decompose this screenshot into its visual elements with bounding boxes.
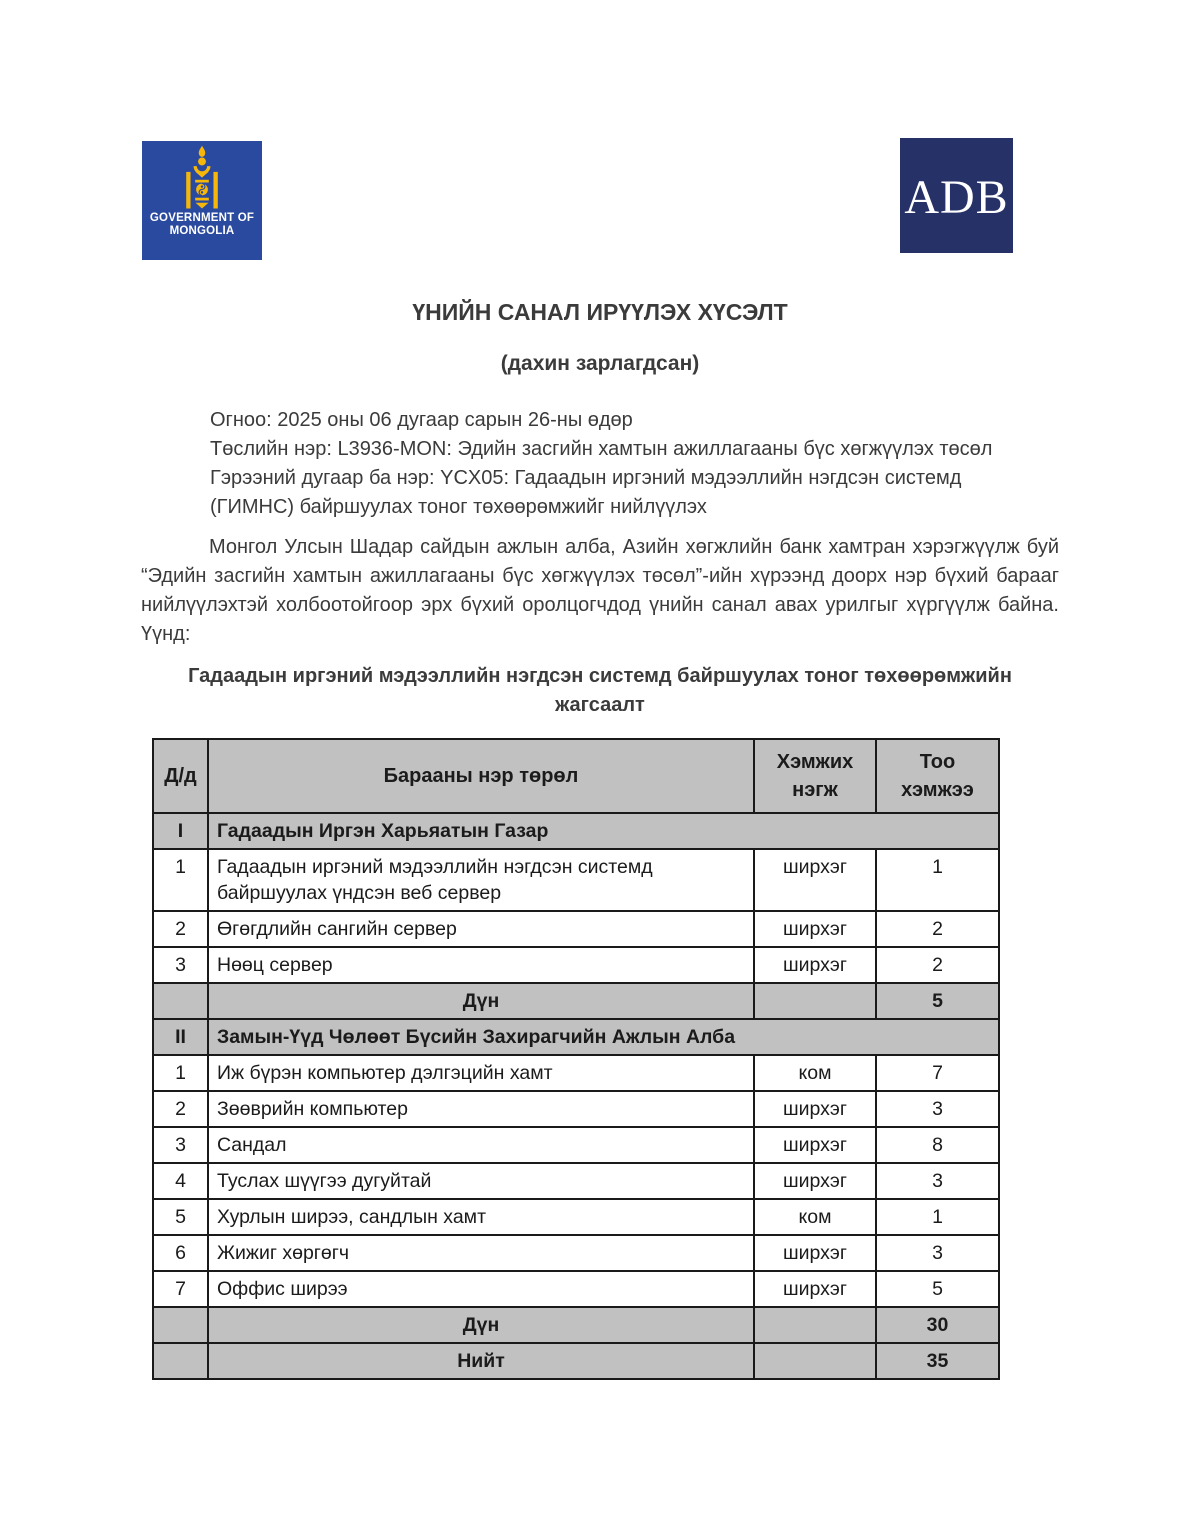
section-number-cell: I <box>153 813 208 849</box>
item-row <box>153 947 999 983</box>
government-logo-caption <box>150 212 254 238</box>
item-row <box>153 1235 999 1271</box>
item-row <box>153 849 999 911</box>
adb-logo-text: ADB <box>904 171 1009 224</box>
summary-label-cell: Нийт <box>208 1343 754 1379</box>
item-row <box>153 1091 999 1127</box>
item-number-cell: 1 <box>153 849 208 911</box>
column-header-index: Д/д <box>153 739 208 813</box>
soyombo-icon <box>171 145 233 211</box>
item-number-cell: 2 <box>153 1091 208 1127</box>
item-name-cell: Туслах шүүгээ дугуйтай <box>208 1163 754 1199</box>
item-row <box>153 1055 999 1091</box>
section-number-cell: II <box>153 1019 208 1055</box>
item-quantity-cell: 2 <box>876 911 999 947</box>
total-row <box>153 1343 999 1379</box>
item-number-cell: 3 <box>153 947 208 983</box>
column-header-quantity: Тоо хэмжээ <box>876 739 999 813</box>
item-quantity-cell: 2 <box>876 947 999 983</box>
item-quantity-cell: 3 <box>876 1163 999 1199</box>
item-quantity-cell: 7 <box>876 1055 999 1091</box>
item-unit-cell: ширхэг <box>754 1127 876 1163</box>
adb-logo <box>900 138 1013 253</box>
item-unit-cell: ком <box>754 1199 876 1235</box>
table-header-row <box>153 739 999 813</box>
info-line-contract-2: (ГИМНС) байршуулах тоног төхөөрөмжийг нийлүүлэх <box>210 496 707 518</box>
item-unit-cell: ширхэг <box>754 911 876 947</box>
summary-empty-cell <box>754 983 876 1019</box>
item-row <box>153 911 999 947</box>
item-number-cell: 1 <box>153 1055 208 1091</box>
government-logo-caption-line1: GOVERNMENT OF <box>149 212 255 224</box>
item-unit-cell: ширхэг <box>754 1235 876 1271</box>
item-row <box>153 1271 999 1307</box>
summary-label-cell: Дүн <box>208 983 754 1019</box>
item-quantity-cell: 1 <box>876 849 999 911</box>
item-row <box>153 1163 999 1199</box>
info-line-project: Төслийн нэр: L3936-MON: Эдийн засгийн хамтын ажиллагааны бүс хөгжүүлэх төсөл <box>210 438 993 460</box>
item-number-cell: 4 <box>153 1163 208 1199</box>
column-header-item-name: Барааны нэр төрөл <box>208 739 754 813</box>
section-header-row <box>153 1019 999 1055</box>
item-number-cell: 7 <box>153 1271 208 1307</box>
item-quantity-cell: 5 <box>876 1271 999 1307</box>
summary-empty-cell <box>153 1307 208 1343</box>
item-unit-cell: ширхэг <box>754 1163 876 1199</box>
government-of-mongolia-logo <box>142 141 262 260</box>
item-quantity-cell: 3 <box>876 1235 999 1271</box>
item-unit-cell: ширхэг <box>754 1091 876 1127</box>
info-line-date: Огноо: 2025 оны 06 дугаар сарын 26-ны өдөр <box>210 409 633 431</box>
summary-empty-cell <box>754 1343 876 1379</box>
item-row <box>153 1199 999 1235</box>
item-name-cell: Жижиг хөргөгч <box>208 1235 754 1271</box>
item-quantity-cell: 8 <box>876 1127 999 1163</box>
item-number-cell: 6 <box>153 1235 208 1271</box>
item-number-cell: 3 <box>153 1127 208 1163</box>
item-name-cell: Гадаадын иргэний мэдээллийн нэгдсэн системд байршуулах үндсэн веб сервер <box>208 849 754 911</box>
summary-quantity-cell: 30 <box>876 1307 999 1343</box>
info-line-contract-1: Гэрээний дугаар ба нэр: YCX05: Гадаадын иргэний мэдээллийн нэгдсэн системд <box>210 467 962 489</box>
item-name-cell: Сандал <box>208 1127 754 1163</box>
government-logo-caption-line2: MONGOLIA <box>169 225 235 237</box>
item-unit-cell: ширхэг <box>754 947 876 983</box>
document-title: ҮНИЙН САНАЛ ИРҮҮЛЭХ ХҮСЭЛТ <box>412 299 788 325</box>
section-name-cell: Гадаадын Иргэн Харьяатын Газар <box>208 813 999 849</box>
summary-quantity-cell: 5 <box>876 983 999 1019</box>
section-header-row <box>153 813 999 849</box>
item-quantity-cell: 3 <box>876 1091 999 1127</box>
summary-empty-cell <box>754 1307 876 1343</box>
item-number-cell: 2 <box>153 911 208 947</box>
item-row <box>153 1127 999 1163</box>
summary-empty-cell <box>153 1343 208 1379</box>
item-name-cell: Нөөц сервер <box>208 947 754 983</box>
summary-empty-cell <box>153 983 208 1019</box>
summary-quantity-cell: 35 <box>876 1343 999 1379</box>
document-info-block <box>210 406 1060 522</box>
item-unit-cell: ком <box>754 1055 876 1091</box>
item-number-cell: 5 <box>153 1199 208 1235</box>
subtotal-row <box>153 1307 999 1343</box>
item-name-cell: Хурлын ширээ, сандлын хамт <box>208 1199 754 1235</box>
item-name-cell: Иж бүрэн компьютер дэлгэцийн хамт <box>208 1055 754 1091</box>
document-subtitle: (дахин зарлагдсан) <box>500 352 700 375</box>
item-unit-cell: ширхэг <box>754 849 876 911</box>
intro-paragraph: Монгол Улсын Шадар сайдын ажлын алба, Азийн хөгжлийн банк хамтран хэрэгжүүлж буй “Эдийн засгийн хамтын ажиллагааны бүс хөгжүүлэх төсөл”-ийн хүрээнд доорх нэр бүхий барааг нийлүүлэхтэй холбоотойгоор эрх бүхий оролцогчдод үнийн санал авах урилгыг хүргүүлж байна. Үүнд: <box>141 536 1059 645</box>
item-name-cell: Оффис ширээ <box>208 1271 754 1307</box>
summary-label-cell: Дүн <box>208 1307 754 1343</box>
equipment-table <box>152 738 1000 1380</box>
column-header-unit: Хэмжих нэгж <box>754 739 876 813</box>
item-quantity-cell: 1 <box>876 1199 999 1235</box>
equipment-table-caption: Гадаадын иргэний мэдээллийн нэгдсэн системд байршуулах тоног төхөөрөмжийн жагсаалт <box>188 665 1012 716</box>
item-unit-cell: ширхэг <box>754 1271 876 1307</box>
section-name-cell: Замын-Үүд Чөлөөт Бүсийн Захирагчийн Ажлын Алба <box>208 1019 999 1055</box>
subtotal-row <box>153 983 999 1019</box>
item-name-cell: Зөөврийн компьютер <box>208 1091 754 1127</box>
item-name-cell: Өгөгдлийн сангийн сервер <box>208 911 754 947</box>
